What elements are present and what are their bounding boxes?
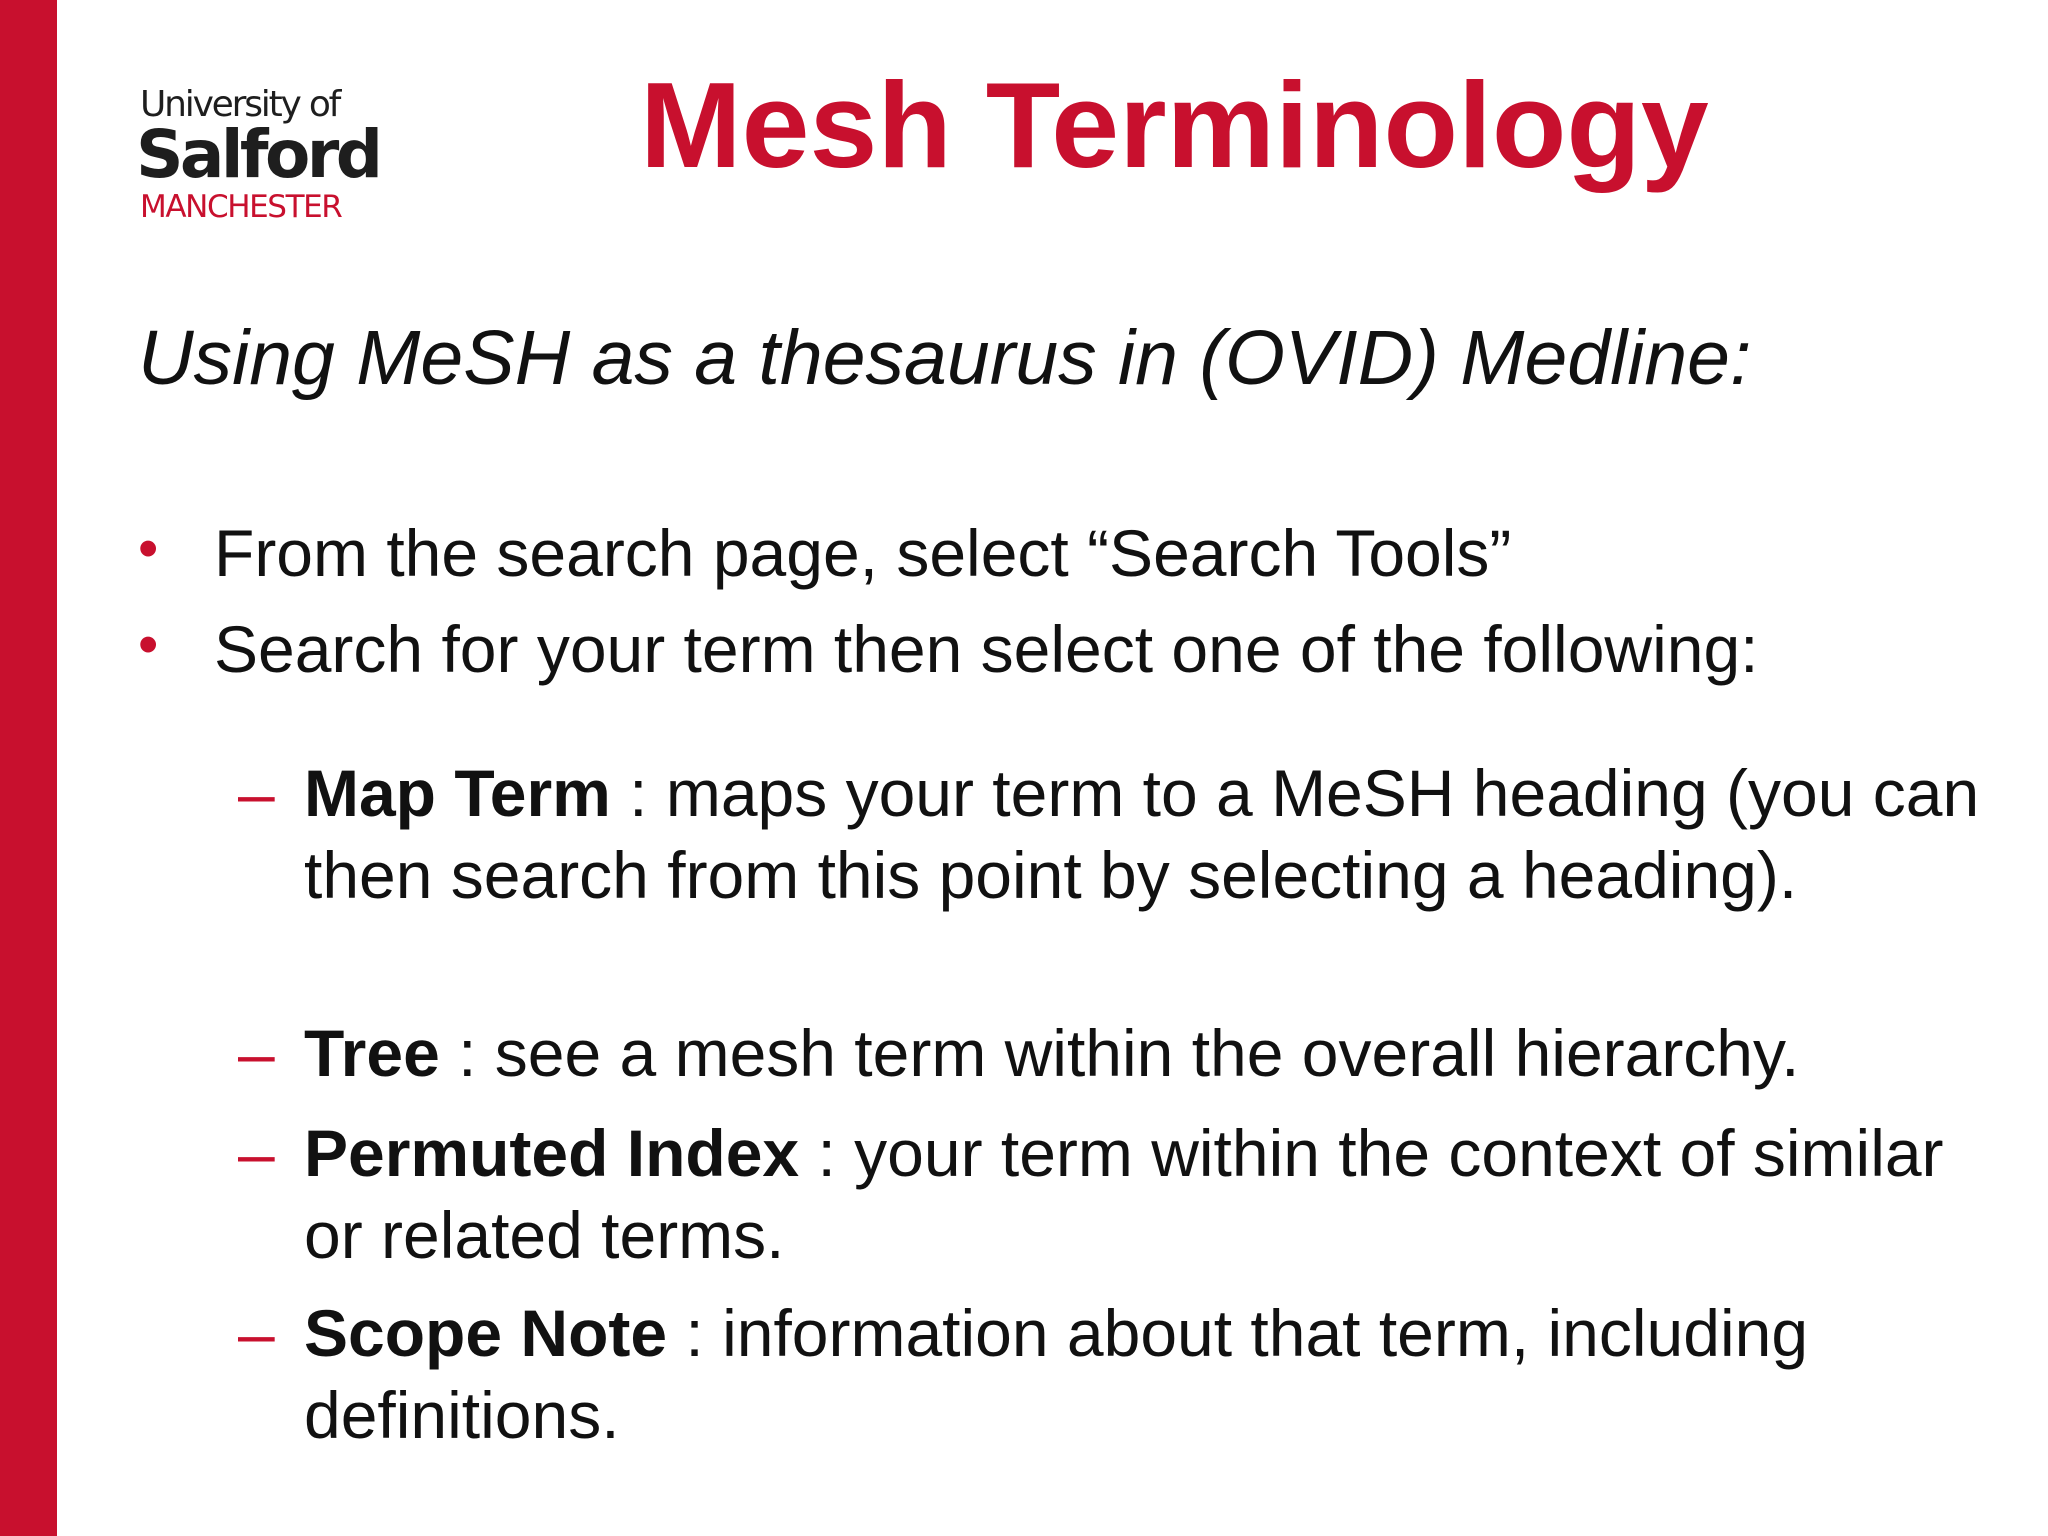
sub-item-term: Scope Note [304, 1296, 668, 1370]
bullet-icon: • [138, 612, 159, 677]
dash-icon: – [238, 1016, 275, 1090]
slide-title: Mesh Terminology [640, 57, 1709, 193]
sub-item-description: : your term within the context of similar or related terms. [304, 1116, 1944, 1272]
sub-item-term: Map Term [304, 756, 611, 830]
sub-item-description: : maps your term to a MeSH heading (you can then search from this point by selecting a heading). [304, 756, 1980, 912]
bullet-text: Search for your term then select one of the following: [214, 612, 1759, 686]
sub-item-description: : see a mesh term within the overall hierarchy. [439, 1016, 1800, 1090]
logo-line-university-of: University of [140, 84, 340, 125]
dash-icon: – [238, 756, 275, 830]
dash-icon: – [238, 1116, 275, 1190]
bullet-icon: • [138, 516, 159, 581]
sub-item-term: Permuted Index [304, 1116, 800, 1190]
logo-line-salford: Salford [136, 116, 380, 193]
sub-item-term: Tree [304, 1016, 440, 1090]
slide-subtitle: Using MeSH as a thesaurus in (OVID) Medline: [138, 315, 1752, 401]
sub-item-description: : information about that term, including definitions. [304, 1296, 1809, 1452]
bullet-text: From the search page, select “Search Tools” [214, 516, 1512, 590]
logo-line-manchester: MANCHESTER [140, 189, 342, 225]
dash-icon: – [238, 1296, 275, 1370]
